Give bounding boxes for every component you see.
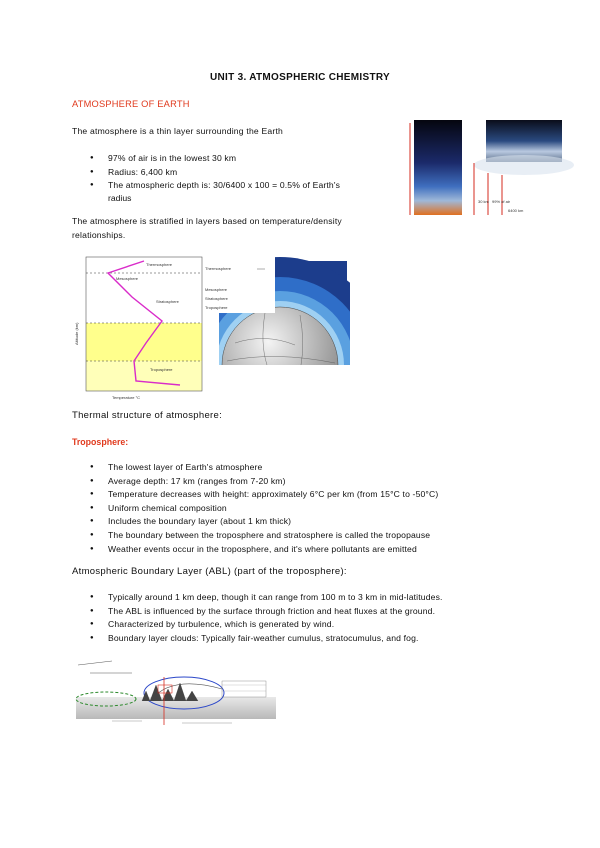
list-item: ● Characterized by turbulence, which is generated by wind.: [90, 618, 443, 632]
list-item: ● 97% of air is in the lowest 30 km: [90, 152, 340, 166]
figure-label: 30 km: [478, 199, 489, 204]
axis-label: Altitude (km): [74, 322, 79, 345]
thermal-structure-heading: Thermal structure of atmosphere:: [72, 410, 223, 421]
list-item: ● Radius: 6,400 km: [90, 166, 340, 180]
section-heading: ATMOSPHERE OF EARTH: [72, 99, 190, 109]
intro-bullet-list: [90, 152, 340, 193]
boundary-layer-diagram: [72, 655, 282, 730]
list-item: ● Temperature decreases with height: approximately 6°C per km (from 15°C to -50°C): [90, 488, 438, 502]
list-item: ● Average depth: 17 km (ranges from 7-20 km): [90, 475, 438, 489]
bullet-continuation: radius: [108, 193, 132, 203]
intro-text: The atmosphere is a thin layer surrounding the Earth: [72, 126, 284, 136]
troposphere-heading: Troposphere:: [72, 437, 129, 447]
list-item: ● The boundary between the troposphere and stratosphere is called the tropopause: [90, 529, 438, 543]
atmosphere-column-image: [414, 120, 462, 215]
list-item: ● The lowest layer of Earth's atmosphere: [90, 461, 438, 475]
axis-label: Temperature °C: [112, 395, 141, 400]
layer-label: Thermosphere: [146, 262, 173, 267]
figure-label: 99% of air: [492, 199, 511, 204]
list-item: ● The atmospheric depth is: 30/6400 x 100 = 0.5% of Earth's: [90, 179, 340, 193]
stratified-text-line2: relationships.: [72, 230, 126, 240]
layer-label: Mesosphere: [116, 276, 139, 281]
abl-bullet-list: [90, 591, 443, 645]
globe-layer-label: Thermosphere: [205, 266, 232, 271]
earth-atmosphere-figure: [392, 115, 582, 220]
troposphere-bullet-list: [90, 461, 438, 556]
atmosphere-layers-globe-figure: [205, 253, 350, 365]
list-item: ● The ABL is influenced by the surface through friction and heat fluxes at the ground.: [90, 605, 443, 619]
globe-layer-label: Troposphere: [205, 305, 228, 310]
layer-label: Troposphere: [150, 367, 173, 372]
abl-heading: Atmospheric Boundary Layer (ABL) (part of the troposphere):: [72, 566, 347, 577]
list-item: ● Boundary layer clouds: Typically fair-weather cumulus, stratocumulus, and fog.: [90, 632, 443, 646]
list-item: ● Uniform chemical composition: [90, 502, 438, 516]
list-item: ● Typically around 1 km deep, though it can range from 100 m to 3 km in mid-latitudes.: [90, 591, 443, 605]
temperature-profile-figure: [72, 253, 212, 401]
globe-layer-label: Mesosphere: [205, 287, 228, 292]
layer-label: Stratosphere: [156, 299, 179, 304]
list-item: ● Weather events occur in the troposphere, and it's where pollutants are emitted: [90, 543, 438, 557]
globe-layer-label: Stratosphere: [205, 296, 228, 301]
page-title: UNIT 3. ATMOSPHERIC CHEMISTRY: [209, 72, 390, 83]
list-item: ● Includes the boundary layer (about 1 km thick): [90, 515, 438, 529]
figure-label: 6400 km: [508, 208, 524, 213]
stratified-text-line1: The atmosphere is stratified in layers based on temperature/density: [72, 216, 342, 226]
